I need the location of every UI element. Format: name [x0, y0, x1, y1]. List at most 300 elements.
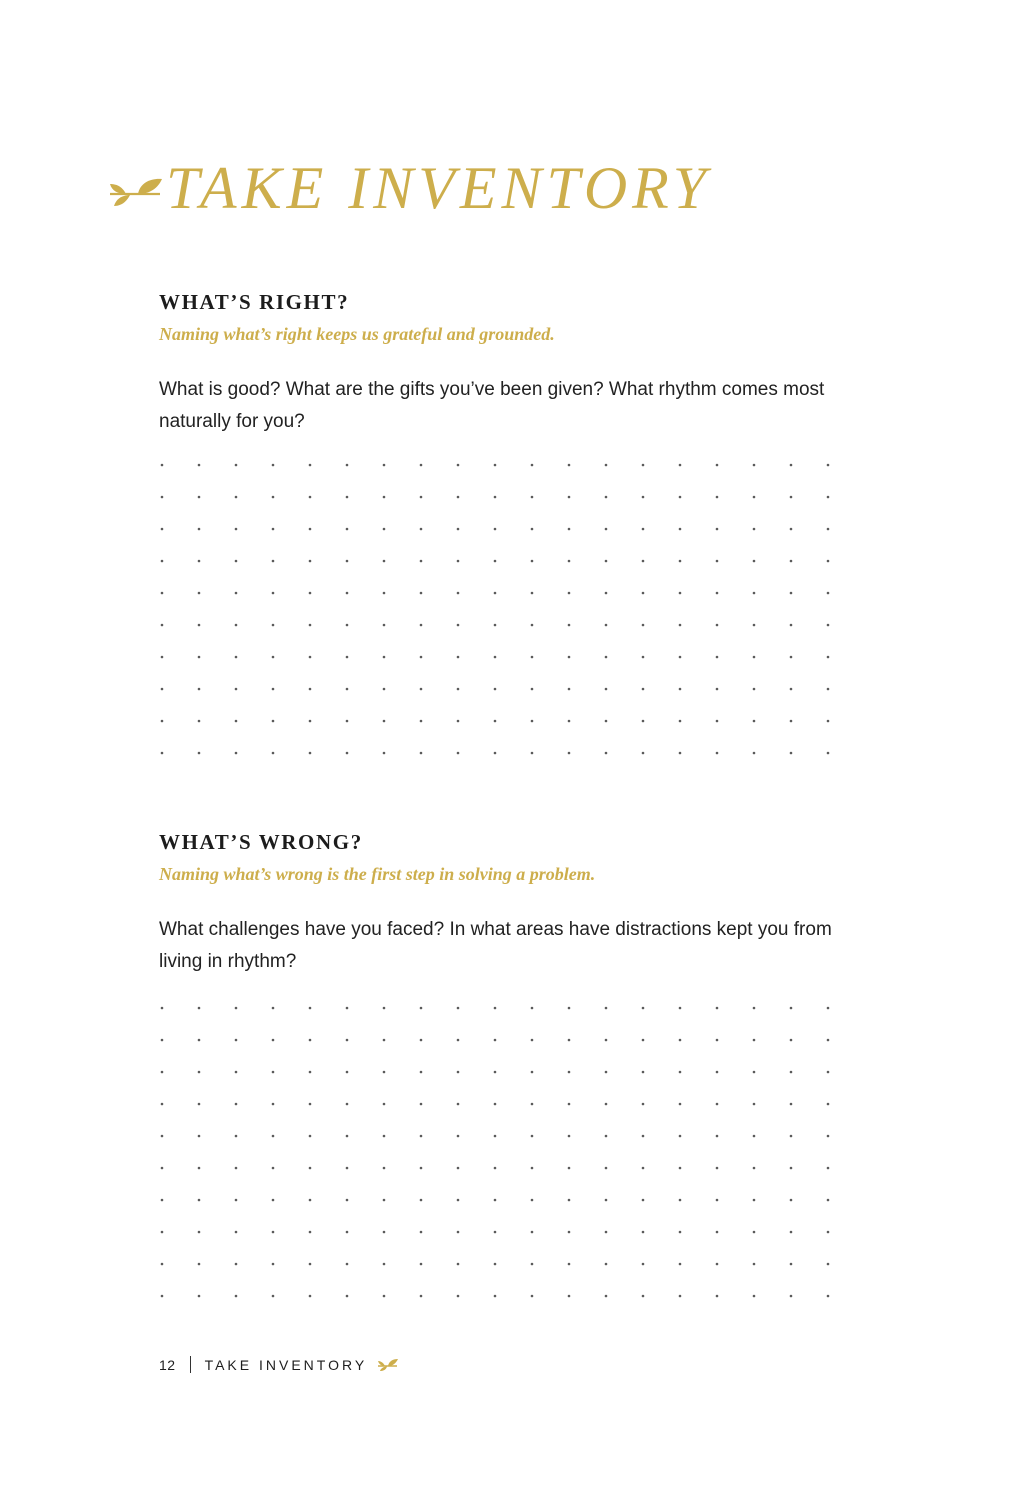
- grid-dot: [827, 1231, 830, 1234]
- grid-dot: [309, 1007, 312, 1010]
- grid-dot: [790, 752, 793, 755]
- grid-dot: [568, 1199, 571, 1202]
- grid-dot: [161, 1135, 164, 1138]
- grid-dot: [605, 688, 608, 691]
- grid-dot: [420, 1167, 423, 1170]
- grid-dot: [568, 624, 571, 627]
- grid-dot: [679, 752, 682, 755]
- grid-dot: [383, 1039, 386, 1042]
- grid-dot: [568, 464, 571, 467]
- grid-dot: [161, 1167, 164, 1170]
- grid-dot: [309, 1263, 312, 1266]
- grid-dot: [494, 624, 497, 627]
- grid-dot: [568, 1103, 571, 1106]
- grid-dot: [346, 496, 349, 499]
- grid-dot: [383, 1295, 386, 1298]
- grid-dot: [383, 1103, 386, 1106]
- grid-dot: [827, 464, 830, 467]
- grid-dot: [716, 592, 719, 595]
- grid-dot: [457, 1039, 460, 1042]
- grid-dot: [494, 1231, 497, 1234]
- grid-dot: [827, 1263, 830, 1266]
- grid-dot: [346, 1039, 349, 1042]
- grid-dot: [420, 464, 423, 467]
- grid-dot: [679, 1231, 682, 1234]
- grid-dot: [716, 1039, 719, 1042]
- grid-dot: [568, 560, 571, 563]
- grid-dot: [827, 560, 830, 563]
- grid-dot: [494, 464, 497, 467]
- grid-dot: [716, 1295, 719, 1298]
- grid-dot: [346, 720, 349, 723]
- section-subtitle: Naming what’s right keeps us grateful and grounded.: [159, 324, 555, 344]
- grid-dot: [457, 464, 460, 467]
- grid-dot: [494, 1007, 497, 1010]
- grid-dot: [309, 1071, 312, 1074]
- grid-dot: [309, 464, 312, 467]
- grid-dot: [790, 496, 793, 499]
- grid-dot: [790, 1007, 793, 1010]
- grid-dot: [309, 1135, 312, 1138]
- grid-dot: [198, 496, 201, 499]
- grid-dot: [679, 592, 682, 595]
- grid-dot: [531, 1135, 534, 1138]
- grid-dot: [679, 496, 682, 499]
- grid-dot: [790, 560, 793, 563]
- grid-dot: [753, 496, 756, 499]
- grid-dot: [346, 1263, 349, 1266]
- grid-dot: [753, 1263, 756, 1266]
- footer-divider: [190, 1356, 191, 1373]
- grid-dot: [272, 1199, 275, 1202]
- grid-dot: [309, 1199, 312, 1202]
- section-whats-right: [159, 288, 849, 438]
- grid-dot: [235, 688, 238, 691]
- grid-dot: [272, 1103, 275, 1106]
- grid-dot: [679, 1007, 682, 1010]
- grid-dot: [161, 1007, 164, 1010]
- grid-dot: [457, 496, 460, 499]
- grid-dot: [309, 1231, 312, 1234]
- grid-dot: [531, 1071, 534, 1074]
- grid-dot: [161, 528, 164, 531]
- grid-dot: [198, 656, 201, 659]
- grid-dot: [605, 1167, 608, 1170]
- grid-dot: [346, 1295, 349, 1298]
- grid-dot: [531, 528, 534, 531]
- grid-dot: [790, 1167, 793, 1170]
- grid-dot: [420, 688, 423, 691]
- grid-dot: [198, 1071, 201, 1074]
- grid-dot: [642, 496, 645, 499]
- grid-dot: [531, 1199, 534, 1202]
- grid-dot: [383, 656, 386, 659]
- grid-dot: [235, 624, 238, 627]
- grid-dot: [790, 1199, 793, 1202]
- grid-dot: [309, 656, 312, 659]
- grid-dot: [420, 592, 423, 595]
- grid-dot: [235, 1295, 238, 1298]
- grid-dot: [346, 1231, 349, 1234]
- grid-dot: [383, 496, 386, 499]
- grid-dot: [642, 560, 645, 563]
- grid-dot: [457, 1263, 460, 1266]
- grid-dot: [383, 1263, 386, 1266]
- grid-dot: [753, 528, 756, 531]
- grid-dot: [605, 720, 608, 723]
- grid-dot: [753, 752, 756, 755]
- grid-dot: [457, 560, 460, 563]
- grid-dot: [420, 1263, 423, 1266]
- grid-dot: [753, 688, 756, 691]
- grid-dot: [642, 528, 645, 531]
- grid-dot: [605, 1295, 608, 1298]
- grid-dot: [235, 720, 238, 723]
- grid-dot: [309, 496, 312, 499]
- grid-dot: [346, 1103, 349, 1106]
- grid-dot: [716, 496, 719, 499]
- grid-dot: [753, 656, 756, 659]
- grid-dot: [272, 464, 275, 467]
- grid-dot: [161, 1263, 164, 1266]
- grid-dot: [790, 592, 793, 595]
- grid-dot: [420, 656, 423, 659]
- grid-dot: [383, 1007, 386, 1010]
- grid-dot: [790, 720, 793, 723]
- grid-dot: [457, 1007, 460, 1010]
- grid-dot: [161, 624, 164, 627]
- section-heading: WHAT’S RIGHT?: [159, 290, 350, 314]
- grid-dot: [272, 688, 275, 691]
- grid-dot: [605, 1231, 608, 1234]
- grid-dot: [568, 528, 571, 531]
- leaf-sprig-icon: [377, 1358, 399, 1372]
- grid-dot: [827, 688, 830, 691]
- grid-dot: [198, 1295, 201, 1298]
- grid-dot: [642, 720, 645, 723]
- grid-dot: [753, 1295, 756, 1298]
- grid-dot: [235, 1135, 238, 1138]
- grid-dot: [568, 1295, 571, 1298]
- grid-dot: [494, 496, 497, 499]
- grid-dot: [605, 752, 608, 755]
- grid-dot: [531, 1103, 534, 1106]
- grid-dot: [790, 528, 793, 531]
- grid-dot: [383, 1167, 386, 1170]
- grid-dot: [568, 1039, 571, 1042]
- grid-dot: [642, 1199, 645, 1202]
- grid-dot: [827, 1007, 830, 1010]
- grid-dot: [272, 1007, 275, 1010]
- grid-dot: [753, 1167, 756, 1170]
- grid-dot: [272, 1135, 275, 1138]
- grid-dot: [716, 1231, 719, 1234]
- grid-dot: [827, 1103, 830, 1106]
- grid-dot: [568, 1231, 571, 1234]
- grid-dot: [198, 1199, 201, 1202]
- grid-dot: [235, 1007, 238, 1010]
- grid-dot: [235, 752, 238, 755]
- grid-dot: [642, 1039, 645, 1042]
- grid-dot: [346, 656, 349, 659]
- grid-dot: [161, 720, 164, 723]
- grid-dot: [383, 560, 386, 563]
- grid-dot: [605, 656, 608, 659]
- grid-dot: [531, 656, 534, 659]
- grid-dot: [161, 752, 164, 755]
- grid-dot: [346, 1167, 349, 1170]
- grid-dot: [494, 560, 497, 563]
- grid-dot: [716, 720, 719, 723]
- grid-dot: [642, 1263, 645, 1266]
- grid-dot: [346, 1199, 349, 1202]
- grid-dot: [753, 1103, 756, 1106]
- grid-dot: [642, 1007, 645, 1010]
- grid-dot: [346, 528, 349, 531]
- grid-dot: [309, 560, 312, 563]
- grid-dot: [827, 592, 830, 595]
- grid-dot: [716, 1199, 719, 1202]
- grid-dot: [161, 1103, 164, 1106]
- grid-dot: [679, 1135, 682, 1138]
- page-title: [108, 155, 712, 221]
- grid-dot: [605, 1263, 608, 1266]
- grid-dot: [198, 624, 201, 627]
- grid-dot: [790, 688, 793, 691]
- grid-dot: [309, 1039, 312, 1042]
- dot-grid-writing-area[interactable]: [159, 462, 837, 756]
- grid-dot: [420, 1199, 423, 1202]
- grid-dot: [383, 592, 386, 595]
- grid-dot: [383, 1231, 386, 1234]
- grid-dot: [531, 720, 534, 723]
- running-head: TAKE INVENTORY: [204, 1356, 368, 1373]
- grid-dot: [235, 1199, 238, 1202]
- grid-dot: [494, 1071, 497, 1074]
- grid-dot: [679, 688, 682, 691]
- grid-dot: [716, 1167, 719, 1170]
- grid-dot: [272, 528, 275, 531]
- grid-dot: [346, 592, 349, 595]
- grid-dot: [827, 1071, 830, 1074]
- grid-dot: [420, 1231, 423, 1234]
- grid-dot: [531, 496, 534, 499]
- grid-dot: [642, 656, 645, 659]
- grid-dot: [827, 1167, 830, 1170]
- grid-dot: [642, 1295, 645, 1298]
- grid-dot: [827, 496, 830, 499]
- grid-dot: [420, 624, 423, 627]
- section-subtitle: Naming what’s wrong is the first step in solving a problem.: [159, 864, 596, 884]
- grid-dot: [642, 1071, 645, 1074]
- grid-dot: [272, 1039, 275, 1042]
- grid-dot: [605, 1135, 608, 1138]
- grid-dot: [605, 1007, 608, 1010]
- grid-dot: [531, 1231, 534, 1234]
- grid-dot: [235, 656, 238, 659]
- grid-dot: [827, 1199, 830, 1202]
- grid-dot: [531, 1039, 534, 1042]
- grid-dot: [494, 1039, 497, 1042]
- grid-dot: [494, 1295, 497, 1298]
- grid-dot: [272, 624, 275, 627]
- grid-dot: [568, 1135, 571, 1138]
- dot-grid-writing-area[interactable]: [159, 1005, 837, 1299]
- section-whats-wrong: [159, 828, 849, 978]
- grid-dot: [346, 1071, 349, 1074]
- grid-dot: [198, 1103, 201, 1106]
- grid-dot: [605, 1199, 608, 1202]
- grid-dot: [605, 496, 608, 499]
- section-prompt: What challenges have you faced? In what areas have distractions kept you from living in rhythm?: [159, 919, 832, 972]
- grid-dot: [827, 528, 830, 531]
- grid-dot: [605, 1071, 608, 1074]
- grid-dot: [161, 656, 164, 659]
- grid-dot: [457, 528, 460, 531]
- grid-dot: [642, 592, 645, 595]
- grid-dot: [716, 1263, 719, 1266]
- grid-dot: [716, 528, 719, 531]
- grid-dot: [494, 1103, 497, 1106]
- grid-dot: [457, 1295, 460, 1298]
- grid-dot: [161, 688, 164, 691]
- grid-dot: [383, 528, 386, 531]
- grid-dot: [568, 720, 571, 723]
- page-number: 12: [159, 1356, 176, 1373]
- grid-dot: [642, 624, 645, 627]
- grid-dot: [383, 720, 386, 723]
- grid-dot: [272, 720, 275, 723]
- grid-dot: [790, 1231, 793, 1234]
- grid-dot: [383, 1071, 386, 1074]
- page-footer: [159, 1356, 399, 1373]
- grid-dot: [679, 720, 682, 723]
- grid-dot: [420, 528, 423, 531]
- grid-dot: [679, 1071, 682, 1074]
- grid-dot: [272, 1263, 275, 1266]
- grid-dot: [420, 560, 423, 563]
- leaf-sprig-icon: [108, 174, 164, 210]
- grid-dot: [235, 1071, 238, 1074]
- grid-dot: [420, 1295, 423, 1298]
- grid-dot: [790, 656, 793, 659]
- grid-dot: [679, 1103, 682, 1106]
- grid-dot: [272, 1167, 275, 1170]
- grid-dot: [235, 496, 238, 499]
- grid-dot: [494, 1263, 497, 1266]
- grid-dot: [235, 528, 238, 531]
- grid-dot: [309, 592, 312, 595]
- grid-dot: [753, 592, 756, 595]
- grid-dot: [272, 752, 275, 755]
- grid-dot: [679, 1295, 682, 1298]
- grid-dot: [679, 1263, 682, 1266]
- grid-dot: [161, 560, 164, 563]
- grid-dot: [753, 1007, 756, 1010]
- grid-dot: [198, 528, 201, 531]
- grid-dot: [198, 688, 201, 691]
- grid-dot: [716, 1103, 719, 1106]
- grid-dot: [161, 1295, 164, 1298]
- grid-dot: [198, 592, 201, 595]
- grid-dot: [827, 752, 830, 755]
- grid-dot: [272, 1071, 275, 1074]
- grid-dot: [531, 592, 534, 595]
- grid-dot: [235, 1039, 238, 1042]
- grid-dot: [679, 464, 682, 467]
- grid-dot: [457, 1167, 460, 1170]
- grid-dot: [198, 1039, 201, 1042]
- grid-dot: [198, 1135, 201, 1138]
- grid-dot: [235, 1263, 238, 1266]
- grid-dot: [161, 1071, 164, 1074]
- grid-dot: [531, 1167, 534, 1170]
- grid-dot: [679, 656, 682, 659]
- grid-dot: [790, 464, 793, 467]
- grid-dot: [531, 688, 534, 691]
- grid-dot: [494, 656, 497, 659]
- grid-dot: [605, 528, 608, 531]
- grid-dot: [494, 1135, 497, 1138]
- grid-dot: [531, 752, 534, 755]
- grid-dot: [642, 1135, 645, 1138]
- grid-dot: [531, 624, 534, 627]
- section-prompt: What is good? What are the gifts you’ve been given? What rhythm comes most naturally for you?: [159, 379, 825, 432]
- grid-dot: [494, 592, 497, 595]
- grid-dot: [198, 560, 201, 563]
- grid-dot: [346, 464, 349, 467]
- grid-dot: [642, 1103, 645, 1106]
- grid-dot: [642, 1231, 645, 1234]
- title-text: TAKE INVENTORY: [166, 155, 712, 221]
- grid-dot: [457, 1199, 460, 1202]
- grid-dot: [827, 1295, 830, 1298]
- grid-dot: [346, 1007, 349, 1010]
- grid-dot: [383, 624, 386, 627]
- grid-dot: [716, 688, 719, 691]
- grid-dot: [827, 720, 830, 723]
- grid-dot: [642, 752, 645, 755]
- grid-dot: [605, 560, 608, 563]
- grid-dot: [309, 528, 312, 531]
- grid-dot: [531, 464, 534, 467]
- grid-dot: [568, 592, 571, 595]
- grid-dot: [383, 1135, 386, 1138]
- grid-dot: [679, 1039, 682, 1042]
- grid-dot: [827, 656, 830, 659]
- grid-dot: [679, 560, 682, 563]
- grid-dot: [235, 464, 238, 467]
- grid-dot: [753, 1199, 756, 1202]
- grid-dot: [753, 560, 756, 563]
- grid-dot: [716, 656, 719, 659]
- grid-dot: [457, 656, 460, 659]
- grid-dot: [642, 688, 645, 691]
- grid-dot: [716, 1007, 719, 1010]
- grid-dot: [457, 624, 460, 627]
- grid-dot: [457, 752, 460, 755]
- grid-dot: [568, 496, 571, 499]
- grid-dot: [531, 1263, 534, 1266]
- grid-dot: [309, 720, 312, 723]
- grid-dot: [457, 1071, 460, 1074]
- grid-dot: [568, 688, 571, 691]
- grid-dot: [716, 1135, 719, 1138]
- grid-dot: [494, 1199, 497, 1202]
- grid-dot: [827, 624, 830, 627]
- grid-dot: [568, 1071, 571, 1074]
- grid-dot: [531, 1295, 534, 1298]
